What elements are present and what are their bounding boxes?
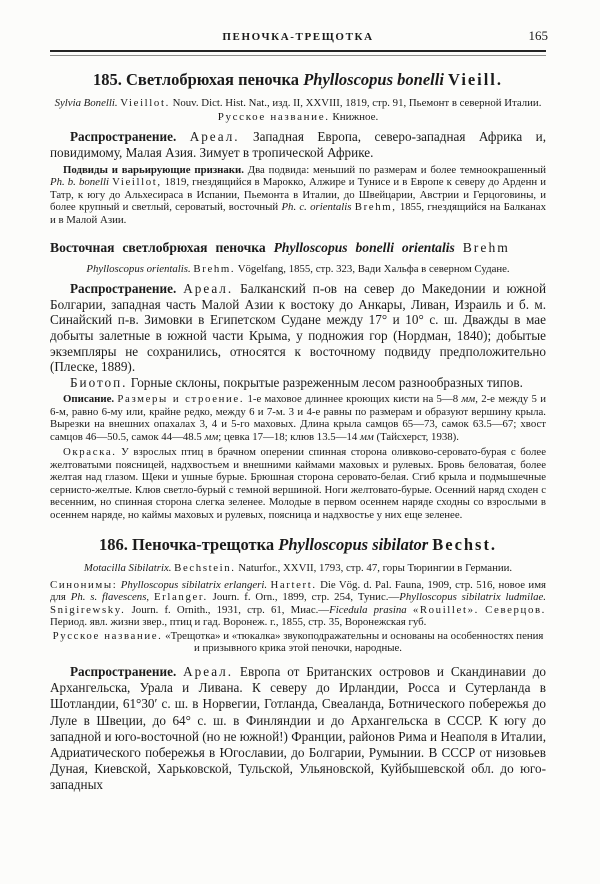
species-186-distribution: Распространение. Ареал. Европа от Британских островов и Скандинавии до Архангельска, Урала и Ливана. К северу до Ирландии, Росса и Сутерланда в Шотландии, 61°30′ с. ш. в Норвегии, Готланда, Свеаланда, Ботнического побережья до Луле в Швеции, до 64° с. ш. в Финляндии и до Архангельска в СССР. К югу до западной и юго-восточной (но не южной!) Франции, районов Рима и Неаполя в Италии, Адриатического побережья в Югославии, до Болгарии, Румынии. В СССР от низовьев Дуная, Киевской, Харьковской, Тульской, Ульяновской, Куйбышевской обл. до юго-западных xyxy=(50,664,547,793)
species-186-russian-name: Русское название. «Трещотка» и «тюкалка» звукоподражательны и основаны на особенностях пения и призывного крика этой пеночки, народные. xyxy=(52,629,544,655)
subspecies-orientalis-section xyxy=(50,239,546,521)
species-186-synonyms: Синонимы: Phylloscopus sibilatrix erlangeri. Hartert. Die Vög. d. Pal. Fauna, 1909, стр. 516, новое имя для Ph. s. flavescens, Erlanger. Journ. f. Orn., 1899, стр. 254, Тунис.—Phylloscopus sibilatrix ludmilae. Snigirewsky. Journ. f. Ornith., 1931, стр. 61, Миас.—Ficedula prasina «Rouillet». Северцов. Период. явл. жизни звер., птиц и гад. Воронеж. г., 1855, стр. 35, Воронежская губ. xyxy=(50,578,546,629)
subspecies-orientalis-reference: Phylloscopus orientalis. Brehm. Vögelfang, 1855, стр. 323, Вади Хальфа в северном Судане. xyxy=(86,263,510,276)
species-185-subspecies-note: Подвиды и варьирующие признаки. Два подвида: меньший по размерам и более темноокрашенный Ph. b. bonelli Vieillot, 1819, гнездящийся в Марокко, Алжире и Тунисе и в Европе к северу до Арденн и Татр, к югу до Альхесираса в Испании, Пьемонта в Италии, до Швейцарии, Австрии и Герцоговины, и более крупный и светлый, сероватый, восточный Ph. c. orientalis Brehm, 1855, гнездящийся на Балканах и в Малой Азии. xyxy=(50,163,546,226)
species-185-russian-name: Русское название. Книжное. xyxy=(217,111,379,124)
subspecies-orientalis-heading: Восточная светлобрюхая пеночка Phylloscopus bonelli orientalis Brehm xyxy=(50,240,510,256)
running-title: ПЕНОЧКА-ТРЕЩОТКА xyxy=(222,31,374,43)
subspecies-orientalis-distribution: Распространение. Ареал. Балканский п-ов на север до Македонии и южной Болгарии, западная часть Малой Азии к востоку до Анкары, Ливан, Израиль и б. м. Синайский п-в. Зимовки в Египетском Судане между 17° и 10° с. ш. Дважды в мае добыты залетные в южной части Крыма, у подножия гор (Нордман, 1840); добытые экземпляры не сохранились, относятся к восточному подвиду предположительно (Плеске, 1889). xyxy=(50,281,546,375)
subspecies-orientalis-description-color: Окраска. У взрослых птиц в брачном оперении спинная сторона оливково-серовато-бурая с более желтоватыми поясницей, надхвостьем и внешними каймами маховых и рулевых. Бровь беловатая, более желтая над глазом. Щеки и ушные бурые. Брюшная сторона серовато-белая. Сгиб крыла и подмышечные сернисто-желтые. Клюв светло-бурый с темной вершиной. Ноги желтовато-бурые. Осенний наряд сходен с весенним, но спинная сторона слегка зеленее. Молодые в первом осеннем наряде сходны со взрослыми в осеннем наряде, но каймы маховых и рулевых, поясница и надхвостье у них еще зеленее. xyxy=(50,446,546,521)
page-header xyxy=(50,28,548,45)
species-185-distribution: Распространение. Ареал. Западная Европа, северо-западная Африка и, повидимому, Малая Азия. Зимует в тропической Африке. xyxy=(50,129,546,160)
subspecies-orientalis-biotope: Биотоп. Горные склоны, покрытые разреженным лесом разнообразных типов. xyxy=(70,374,523,390)
species-185-heading: 185. Светлобрюхая пеночка Phylloscopus bonelli Vieill. xyxy=(93,70,503,89)
species-186-heading: 186. Пеночка-трещотка Phylloscopus sibilator Bechst. xyxy=(98,535,498,555)
species-186-reference: Motacilla Sibilatrix. Bechstein. Naturfor., XXVII, 1793, стр. 47, горы Тюрингии в Германии. xyxy=(83,562,513,575)
species-185-reference: Sylvia Bonelli. Vieillot. Nouv. Dict. Hist. Nat., изд. II, XXVIII, 1819, стр. 91, Пьемонт в северной Италии. xyxy=(54,97,542,109)
species-186-section xyxy=(50,534,546,793)
species-185-section xyxy=(50,69,546,226)
subspecies-orientalis-description-size: Описание. Размеры и строение. 1-е маховое длиннее кроющих кисти на 5—8 мм, 2-е между 5 и 6-м, равно 6-му или, крайне редко, между 6 и 7-м. 3 и 4-е равны по размерам и образуют вершину крыла. Вырезки на внешних опахалах 3, 4 и 5-го маховых. Длина крыла самцов 65—73, самок 63.5—67; хвост самцов 46—50.5, самок 44—48.5 мм; цевка 17—18; клюв 13.5—14 мм (Тайсхерст, 1938). xyxy=(50,393,547,443)
page-number: 165 xyxy=(528,28,548,43)
header-rule xyxy=(50,50,546,56)
